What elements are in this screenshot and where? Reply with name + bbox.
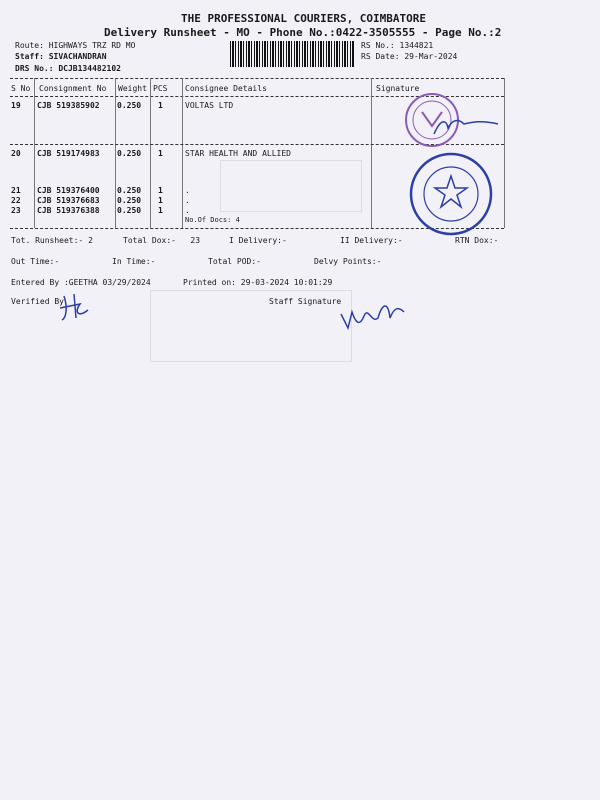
total-dox: Total Dox:- 23 (123, 236, 201, 245)
row-consignment: CJB 519376388 (37, 206, 100, 215)
route-label: Route: HIGHWAYS TRZ RD MO (15, 41, 136, 50)
row-weight: 0.250 (117, 186, 142, 195)
out-time: Out Time:- (11, 257, 60, 266)
row-weight: 0.250 (117, 101, 142, 110)
in-time: In Time:- (112, 257, 156, 266)
row-weight: 0.250 (117, 196, 142, 205)
row-consignee: . (185, 196, 190, 205)
verified-signature-mark (58, 292, 94, 322)
row-pcs: 1 (158, 101, 163, 110)
col-header-consignment: Consignment No (39, 84, 107, 93)
no-of-docs: No.Of Docs: 4 (185, 216, 240, 224)
column-line (504, 78, 505, 228)
rtn-dox: RTN Dox:- (455, 236, 499, 245)
row-consignee: VOLTAS LTD (185, 101, 234, 110)
rs-date: RS Date: 29-Mar-2024 (361, 52, 458, 61)
delvy-points: Delvy Points:- (314, 257, 382, 266)
verified-by: Verified By (11, 297, 64, 306)
row-consignment: CJB 519174983 (37, 149, 100, 158)
row-sno: 22 (11, 196, 21, 205)
row-consignee: STAR HEALTH AND ALLIED (185, 149, 291, 158)
staff-signature-mark (338, 294, 408, 334)
voltas-stamp (394, 90, 504, 150)
row-sno: 23 (11, 206, 21, 215)
tot-runsheet: Tot. Runsheet:- 2 (11, 236, 93, 245)
row-consignment: CJB 519376400 (37, 186, 100, 195)
column-line (182, 78, 183, 228)
row-consignee: . (185, 186, 190, 195)
row-sno: 19 (11, 101, 21, 110)
col-header-sno: S No (11, 84, 31, 93)
col-header-pcs: PCS (153, 84, 168, 93)
col-header-signature: Signature (376, 84, 420, 93)
row-sno: 20 (11, 149, 21, 158)
star-health-stamp (401, 152, 501, 236)
receiver-signature-mark (434, 121, 498, 134)
company-name: THE PROFESSIONAL COURIERS, COIMBATORE (181, 12, 427, 25)
row-sno: 21 (11, 186, 21, 195)
total-pod: Total POD:- (208, 257, 261, 266)
column-line (371, 78, 372, 228)
rs-number: RS No.: 1344821 (361, 41, 434, 50)
row-pcs: 1 (158, 206, 163, 215)
row-consignment: CJB 519385902 (37, 101, 100, 110)
row-pcs: 1 (158, 149, 163, 158)
staff-label: Staff: SIVACHANDRAN (15, 52, 107, 61)
divider (10, 78, 504, 79)
row-weight: 0.250 (117, 149, 142, 158)
column-line (115, 78, 116, 228)
column-line (34, 78, 35, 228)
runsheet-subtitle: Delivery Runsheet - MO - Phone No.:0422-3505555 - Page No.:2 (104, 26, 502, 39)
col-header-consignee: Consignee Details (185, 84, 267, 93)
column-line (150, 78, 151, 228)
printed-on: Printed on: 29-03-2024 10:01:29 (183, 278, 333, 287)
drs-number: DRS No.: DCJB134482102 (15, 64, 121, 73)
row-pcs: 1 (158, 186, 163, 195)
star-icon (435, 176, 467, 207)
row-weight: 0.250 (117, 206, 142, 215)
staff-signature-label: Staff Signature (269, 297, 342, 306)
show-through-mark (220, 160, 362, 212)
ii-delivery: II Delivery:- (340, 236, 403, 245)
barcode (230, 41, 354, 67)
row-pcs: 1 (158, 196, 163, 205)
entered-by: Entered By :GEETHA 03/29/2024 (11, 278, 151, 287)
row-consignment: CJB 519376683 (37, 196, 100, 205)
i-delivery: I Delivery:- (229, 236, 287, 245)
col-header-weight: Weight (118, 84, 147, 93)
row-consignee: . (185, 206, 190, 215)
